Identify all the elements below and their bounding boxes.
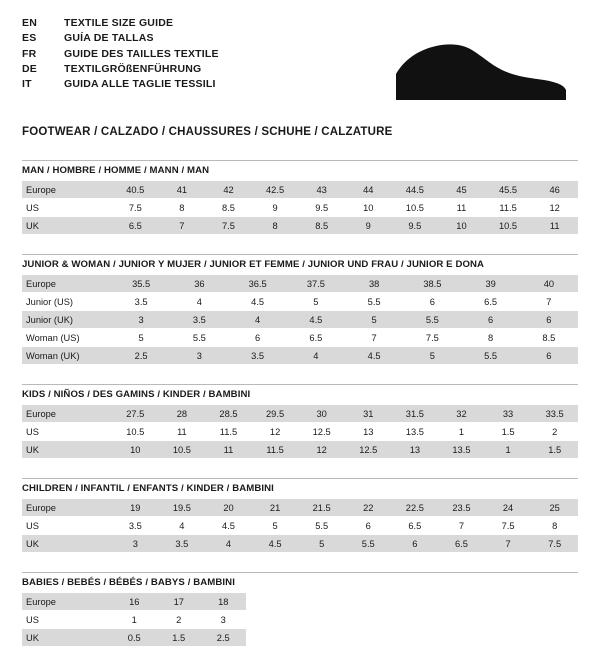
- size-cell: 8: [462, 329, 520, 347]
- size-cell: 5.5: [462, 347, 520, 365]
- size-cell: 6: [345, 517, 392, 535]
- size-section-title: BABIES / BEBÉS / BÉBÉS / BABYS / BAMBINI: [22, 572, 578, 592]
- row-label: US: [22, 517, 112, 535]
- size-section: [22, 572, 578, 646]
- row-label: Europe: [22, 275, 112, 293]
- language-code: DE: [22, 62, 64, 77]
- size-cell: 7: [485, 535, 532, 553]
- row-label: US: [22, 199, 112, 217]
- size-cell: 7: [345, 329, 403, 347]
- row-label: Woman (US): [22, 329, 112, 347]
- size-cell: 6: [462, 311, 520, 329]
- size-cell: 3.5: [229, 347, 287, 365]
- dress-shoe-icon: [384, 38, 570, 104]
- size-cell: 35.5: [112, 275, 170, 293]
- size-cell: 27.5: [112, 405, 159, 423]
- size-cell: 3.5: [170, 311, 228, 329]
- size-cell: 7.5: [403, 329, 461, 347]
- size-section-title: KIDS / NIÑOS / DES GAMINS / KINDER / BAMBINI: [22, 384, 578, 404]
- size-cell: 4.5: [205, 517, 252, 535]
- size-cell: 4: [287, 347, 345, 365]
- row-label: US: [22, 611, 112, 629]
- size-section: [22, 254, 578, 364]
- language-code: IT: [22, 77, 64, 92]
- page-header: [22, 16, 578, 112]
- size-cell: 1.5: [531, 441, 578, 459]
- size-cell: 38: [345, 275, 403, 293]
- size-cell: 8.5: [205, 199, 252, 217]
- size-cell: 7.5: [112, 199, 159, 217]
- size-cell: 21.5: [298, 499, 345, 517]
- size-cell: 17: [157, 593, 202, 611]
- language-title-list: [22, 16, 219, 92]
- size-cell: 22: [345, 499, 392, 517]
- size-cell: 3: [201, 611, 246, 629]
- language-code: ES: [22, 31, 64, 46]
- language-title: GUIDA ALLE TAGLIE TESSILI: [64, 77, 219, 92]
- size-cell: 4: [205, 535, 252, 553]
- size-cell: 10: [112, 441, 159, 459]
- size-cell: 11: [531, 217, 578, 235]
- size-cell: 21: [252, 499, 299, 517]
- table-row: [22, 517, 578, 535]
- size-cell: 3.5: [112, 517, 159, 535]
- size-cell: 33: [485, 405, 532, 423]
- size-cell: 32: [438, 405, 485, 423]
- size-cell: 10.5: [485, 217, 532, 235]
- row-label: UK: [22, 217, 112, 235]
- language-title: GUIDE DES TAILLES TEXTILE: [64, 47, 219, 62]
- size-cell: 6: [403, 293, 461, 311]
- size-cell: 4.5: [287, 311, 345, 329]
- size-cell: 19.5: [159, 499, 206, 517]
- size-cell: 30: [298, 405, 345, 423]
- size-cell: 3: [170, 347, 228, 365]
- size-cell: 6.5: [112, 217, 159, 235]
- size-cell: 44.5: [392, 181, 439, 199]
- size-cell: 11.5: [252, 441, 299, 459]
- size-cell: 5: [345, 311, 403, 329]
- size-cell: 40.5: [112, 181, 159, 199]
- size-cell: 5.5: [345, 535, 392, 553]
- size-cell: 36: [170, 275, 228, 293]
- size-cell: 6: [229, 329, 287, 347]
- size-cell: 1: [485, 441, 532, 459]
- size-section-title: MAN / HOMBRE / HOMME / MANN / MAN: [22, 160, 578, 180]
- size-cell: 3.5: [159, 535, 206, 553]
- language-title: TEXTILE SIZE GUIDE: [64, 16, 219, 31]
- size-cell: 2.5: [201, 629, 246, 646]
- size-tables: [22, 160, 578, 646]
- size-cell: 6.5: [438, 535, 485, 553]
- table-row: [22, 423, 578, 441]
- size-cell: 6.5: [392, 517, 439, 535]
- size-cell: 4.5: [252, 535, 299, 553]
- size-cell: 16: [112, 593, 157, 611]
- size-cell: 42: [205, 181, 252, 199]
- table-row: [22, 311, 578, 329]
- size-cell: 38.5: [403, 275, 461, 293]
- size-cell: 10: [438, 217, 485, 235]
- size-cell: 25: [531, 499, 578, 517]
- table-row: [22, 329, 578, 347]
- size-cell: 13.5: [438, 441, 485, 459]
- size-cell: 33.5: [531, 405, 578, 423]
- size-cell: 6: [392, 535, 439, 553]
- size-table: [22, 404, 578, 458]
- size-cell: 9.5: [392, 217, 439, 235]
- size-cell: 4.5: [345, 347, 403, 365]
- row-label: US: [22, 423, 112, 441]
- row-label: Europe: [22, 405, 112, 423]
- language-title: TEXTILGRÖßENFÜHRUNG: [64, 62, 219, 77]
- size-cell: 5.5: [403, 311, 461, 329]
- row-label: UK: [22, 535, 112, 553]
- table-row: [22, 535, 578, 553]
- size-cell: 37.5: [287, 275, 345, 293]
- language-title: GUÍA DE TALLAS: [64, 31, 219, 46]
- language-row: [22, 77, 219, 92]
- size-table: [22, 180, 578, 234]
- size-cell: 6.5: [287, 329, 345, 347]
- row-label: Europe: [22, 593, 112, 611]
- size-cell: 9: [252, 199, 299, 217]
- size-cell: 28: [159, 405, 206, 423]
- size-cell: 1.5: [157, 629, 202, 646]
- language-code: EN: [22, 16, 64, 31]
- size-cell: 11: [205, 441, 252, 459]
- size-cell: 9: [345, 217, 392, 235]
- size-cell: 8: [531, 517, 578, 535]
- size-cell: 4: [229, 311, 287, 329]
- size-cell: 24: [485, 499, 532, 517]
- size-cell: 12.5: [298, 423, 345, 441]
- size-cell: 8.5: [520, 329, 578, 347]
- size-cell: 8: [252, 217, 299, 235]
- size-cell: 4: [170, 293, 228, 311]
- size-cell: 6.5: [462, 293, 520, 311]
- language-row: [22, 16, 219, 31]
- size-cell: 13.5: [392, 423, 439, 441]
- size-cell: 31.5: [392, 405, 439, 423]
- table-row: [22, 611, 246, 629]
- size-cell: 7.5: [485, 517, 532, 535]
- size-cell: 44: [345, 181, 392, 199]
- size-cell: 7: [159, 217, 206, 235]
- size-cell: 12: [531, 199, 578, 217]
- size-cell: 41: [159, 181, 206, 199]
- size-cell: 13: [345, 423, 392, 441]
- language-code: FR: [22, 47, 64, 62]
- language-row: [22, 47, 219, 62]
- size-cell: 4: [159, 517, 206, 535]
- row-label: UK: [22, 441, 112, 459]
- size-section: [22, 478, 578, 552]
- size-cell: 11: [159, 423, 206, 441]
- size-cell: 10.5: [159, 441, 206, 459]
- size-cell: 2.5: [112, 347, 170, 365]
- size-cell: 5.5: [298, 517, 345, 535]
- size-cell: 10: [345, 199, 392, 217]
- size-cell: 45.5: [485, 181, 532, 199]
- size-cell: 46: [531, 181, 578, 199]
- size-cell: 5.5: [345, 293, 403, 311]
- size-cell: 2: [157, 611, 202, 629]
- size-cell: 5: [252, 517, 299, 535]
- size-cell: 4.5: [229, 293, 287, 311]
- size-cell: 28.5: [205, 405, 252, 423]
- size-cell: 11: [438, 199, 485, 217]
- size-cell: 42.5: [252, 181, 299, 199]
- row-label: Junior (US): [22, 293, 112, 311]
- size-cell: 1.5: [485, 423, 532, 441]
- size-table: [22, 498, 578, 552]
- size-cell: 12.5: [345, 441, 392, 459]
- table-row: [22, 181, 578, 199]
- size-cell: 5.5: [170, 329, 228, 347]
- size-cell: 1: [112, 611, 157, 629]
- language-row: [22, 62, 219, 77]
- size-cell: 9.5: [298, 199, 345, 217]
- table-row: [22, 593, 246, 611]
- size-cell: 12: [252, 423, 299, 441]
- size-cell: 13: [392, 441, 439, 459]
- language-row: [22, 31, 219, 46]
- size-cell: 7.5: [531, 535, 578, 553]
- size-cell: 23.5: [438, 499, 485, 517]
- size-table: [22, 592, 246, 646]
- size-cell: 3: [112, 311, 170, 329]
- table-row: [22, 199, 578, 217]
- size-cell: 12: [298, 441, 345, 459]
- table-row: [22, 275, 578, 293]
- table-row: [22, 293, 578, 311]
- size-cell: 3: [112, 535, 159, 553]
- table-row: [22, 441, 578, 459]
- size-section: [22, 160, 578, 234]
- table-row: [22, 629, 246, 646]
- table-row: [22, 499, 578, 517]
- size-cell: 5: [112, 329, 170, 347]
- size-cell: 11.5: [205, 423, 252, 441]
- row-label: Junior (UK): [22, 311, 112, 329]
- table-row: [22, 217, 578, 235]
- size-cell: 36.5: [229, 275, 287, 293]
- size-cell: 29.5: [252, 405, 299, 423]
- size-cell: 43: [298, 181, 345, 199]
- table-row: [22, 405, 578, 423]
- footwear-title: FOOTWEAR / CALZADO / CHAUSSURES / SCHUHE / CALZATURE: [22, 126, 578, 138]
- size-cell: 39: [462, 275, 520, 293]
- size-cell: 6: [520, 347, 578, 365]
- size-cell: 6: [520, 311, 578, 329]
- size-cell: 22.5: [392, 499, 439, 517]
- size-cell: 11.5: [485, 199, 532, 217]
- row-label: Europe: [22, 499, 112, 517]
- size-cell: 1: [438, 423, 485, 441]
- size-section: [22, 384, 578, 458]
- size-cell: 10.5: [112, 423, 159, 441]
- row-label: Woman (UK): [22, 347, 112, 365]
- size-cell: 5: [287, 293, 345, 311]
- size-cell: 0.5: [112, 629, 157, 646]
- size-table: [22, 274, 578, 364]
- size-cell: 3.5: [112, 293, 170, 311]
- size-cell: 31: [345, 405, 392, 423]
- size-section-title: JUNIOR & WOMAN / JUNIOR Y MUJER / JUNIOR ET FEMME / JUNIOR UND FRAU / JUNIOR E DONA: [22, 254, 578, 274]
- size-cell: 18: [201, 593, 246, 611]
- table-row: [22, 347, 578, 365]
- size-cell: 7.5: [205, 217, 252, 235]
- size-section-title: CHILDREN / INFANTIL / ENFANTS / KINDER / BAMBINI: [22, 478, 578, 498]
- size-cell: 5: [298, 535, 345, 553]
- size-cell: 7: [438, 517, 485, 535]
- size-cell: 7: [520, 293, 578, 311]
- size-cell: 10.5: [392, 199, 439, 217]
- size-cell: 8: [159, 199, 206, 217]
- row-label: UK: [22, 629, 112, 646]
- size-cell: 2: [531, 423, 578, 441]
- size-cell: 40: [520, 275, 578, 293]
- size-cell: 19: [112, 499, 159, 517]
- size-cell: 5: [403, 347, 461, 365]
- size-cell: 8.5: [298, 217, 345, 235]
- size-cell: 20: [205, 499, 252, 517]
- row-label: Europe: [22, 181, 112, 199]
- size-cell: 45: [438, 181, 485, 199]
